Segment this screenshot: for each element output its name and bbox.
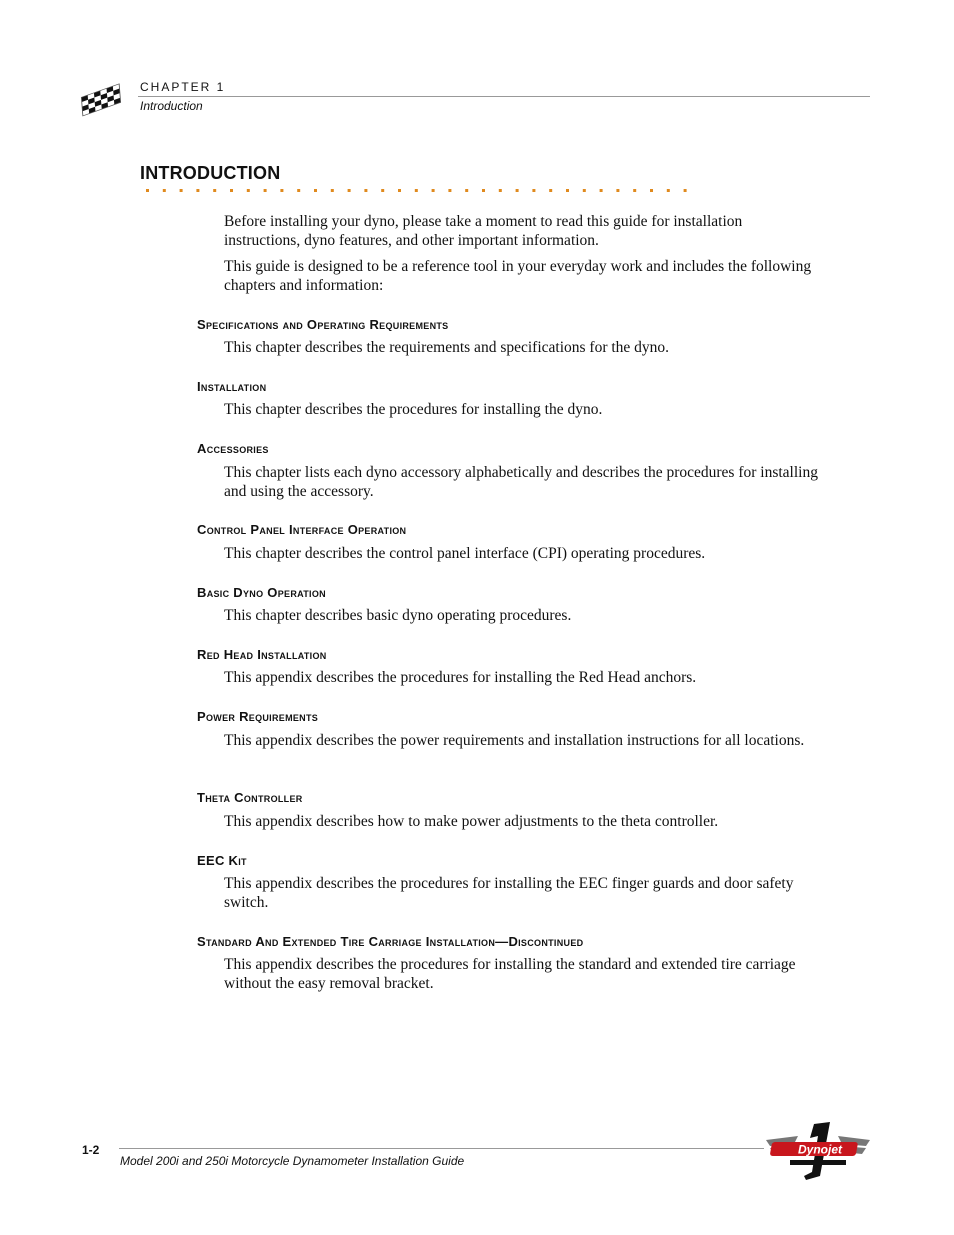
divider-dot xyxy=(432,189,435,192)
chapter-heading-tire-carriage: Standard And Extended Tire Carriage Installation—Discontinued xyxy=(197,934,584,949)
divider-dot xyxy=(633,189,636,192)
divider-dot xyxy=(600,189,603,192)
divider-dot xyxy=(532,189,535,192)
document-title: Model 200i and 250i Motorcycle Dynamometer Installation Guide xyxy=(120,1154,465,1168)
divider-dot xyxy=(583,189,586,192)
divider-dot xyxy=(650,189,653,192)
footer-divider xyxy=(119,1148,764,1149)
divider-dot xyxy=(146,189,149,192)
chapter-description: This chapter describes the requirements and specifications for the dyno. xyxy=(224,339,670,356)
chapter-description: This chapter describes the control panel interface (CPI) operating procedures. xyxy=(224,545,706,562)
divider-dot xyxy=(448,189,451,192)
chapter-heading-cpi-operation: Control Panel Interface Operation xyxy=(197,522,407,537)
divider-dot xyxy=(516,189,519,192)
divider-dot xyxy=(280,189,283,192)
chapter-heading-accessories: Accessories xyxy=(197,441,269,456)
chapter-label: CHAPTER 1 xyxy=(140,80,226,94)
chapter-description: This appendix describes the procedures for installing the EEC finger guards and door safety switch. xyxy=(224,875,794,911)
chapter-description: This chapter describes basic dyno operating procedures. xyxy=(224,607,572,624)
divider-dot xyxy=(667,189,670,192)
divider-dot xyxy=(566,189,569,192)
divider-dot xyxy=(297,189,300,192)
chapter-description: This chapter describes the procedures for installing the dyno. xyxy=(224,401,603,418)
chapter-subtitle: Introduction xyxy=(140,99,203,113)
svg-text:Dynojet: Dynojet xyxy=(797,1142,843,1157)
divider-dot xyxy=(616,189,619,192)
chapter-description: This appendix describes the power requirements and installation instructions for all locations. xyxy=(224,732,805,749)
intro-paragraph: Before installing your dyno, please take a moment to read this guide for installation instructions, dyno features, and other important information. xyxy=(224,213,743,249)
chapter-heading-eec-kit: EEC Kit xyxy=(197,853,247,868)
chapter-heading-theta-controller: Theta Controller xyxy=(197,790,303,805)
divider-dot xyxy=(331,189,334,192)
chapter-description: This appendix describes the procedures for installing the Red Head anchors. xyxy=(224,669,697,686)
divider-dot xyxy=(364,189,367,192)
divider-dot xyxy=(163,189,166,192)
divider-dot xyxy=(684,189,687,192)
divider-dot xyxy=(314,189,317,192)
chapter-heading-installation: Installation xyxy=(197,379,267,394)
divider-dot xyxy=(499,189,502,192)
chapter-description: This chapter lists each dyno accessory alphabetically and describes the procedures for installing and using the accessory. xyxy=(224,464,818,500)
divider-dot xyxy=(196,189,199,192)
chapter-heading-red-head-installation: Red Head Installation xyxy=(197,647,327,662)
chapter-heading-power-requirements: Power Requirements xyxy=(197,709,319,724)
divider-dot xyxy=(348,189,351,192)
divider-dot xyxy=(247,189,250,192)
dynojet-logo-icon xyxy=(764,1120,872,1182)
chapter-description: This appendix describes the procedures for installing the standard and extended tire carriage without the easy removal bracket. xyxy=(224,956,796,992)
divider-dot xyxy=(465,189,468,192)
divider-dot xyxy=(482,189,485,192)
divider-dot xyxy=(549,189,552,192)
chapter-description: This appendix describes how to make power adjustments to the theta controller. xyxy=(224,813,719,830)
divider-dot xyxy=(264,189,267,192)
checkered-flag-icon xyxy=(80,76,136,120)
divider-dot xyxy=(398,189,401,192)
divider-dot xyxy=(180,189,183,192)
divider-dot xyxy=(213,189,216,192)
chapter-heading-specifications: Specifications and Operating Requirements xyxy=(197,317,449,332)
page-number: 1-2 xyxy=(82,1143,100,1157)
chapter-heading-basic-dyno-operation: Basic Dyno Operation xyxy=(197,585,326,600)
header-divider xyxy=(138,96,870,97)
divider-dot xyxy=(381,189,384,192)
divider-dot xyxy=(415,189,418,192)
divider-dot xyxy=(230,189,233,192)
section-title: INTRODUCTION xyxy=(140,163,281,183)
dotted-divider xyxy=(146,186,690,196)
intro-paragraph: This guide is designed to be a reference tool in your everyday work and includes the following chapters and information: xyxy=(224,258,812,294)
